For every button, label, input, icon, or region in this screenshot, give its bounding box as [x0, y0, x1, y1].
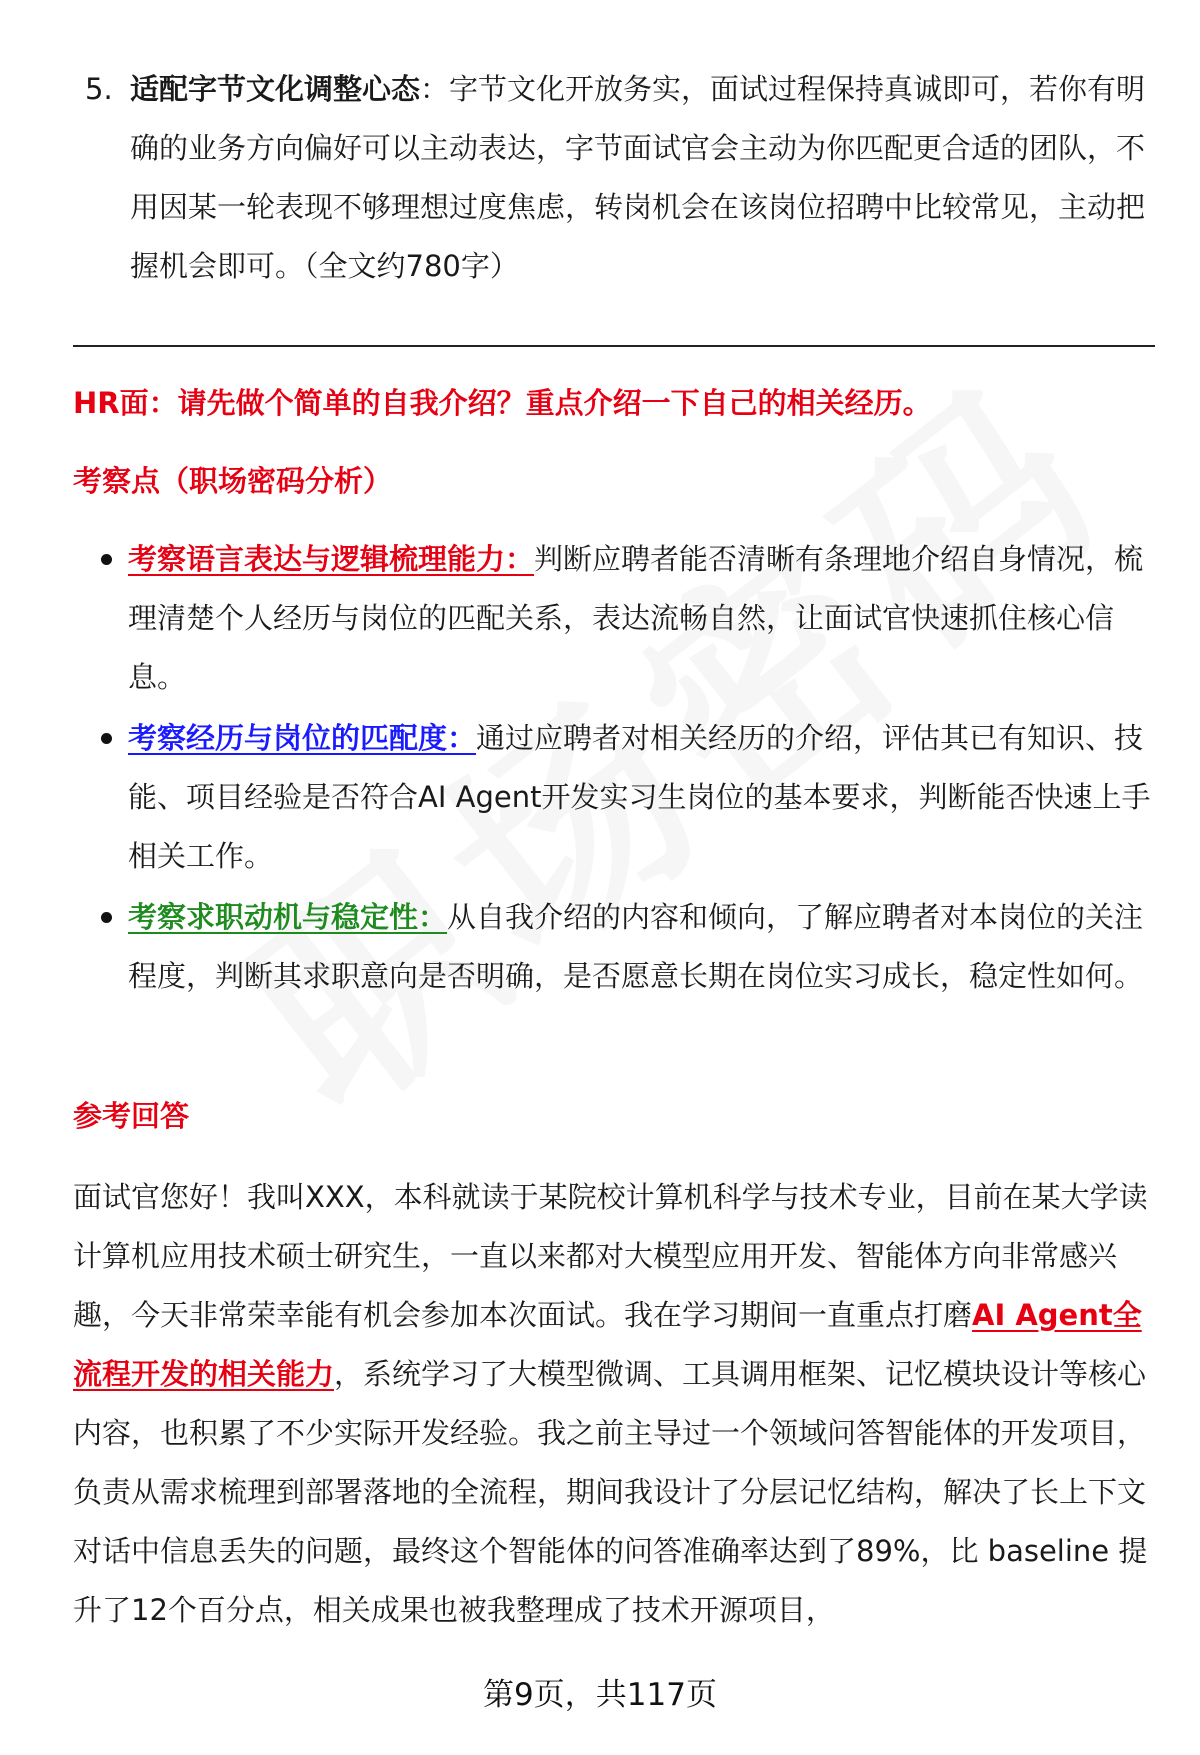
answer-text: 面试官您好！我叫XXX，本科就读于某院校计算机科学与技术专业，目前在某大学读计算机应用技术硕士研究生，一直以来都对大模型应用开发、智能体方向非常感兴趣，今天非常荣幸能有机会参加本次面试。我在学习期间一直重点打磨: [73, 1180, 1148, 1332]
list-item-5: [85, 60, 1155, 296]
analysis-item: [73, 709, 1155, 886]
list-item-title: 适配字节文化调整心态: [130, 72, 421, 106]
analysis-text: 从自我介绍的内容和倾向，了解应聘者对本岗位的关注程度，判断其求职意向是否明确，是否愿意长期在岗位实习成长，稳定性如何。: [128, 900, 1144, 993]
analysis-list: [73, 530, 1155, 1008]
analysis-label: 考察求职动机与稳定性：: [128, 900, 448, 934]
bullet-dot: [101, 554, 112, 565]
hr-question: HR面：请先做个简单的自我介绍？重点介绍一下自己的相关经历。: [73, 386, 932, 420]
list-item-body: [130, 60, 1155, 296]
reference-heading: 参考回答: [73, 1099, 190, 1133]
analysis-label: 考察经历与岗位的匹配度：: [128, 721, 477, 755]
list-number: 5.: [85, 72, 113, 106]
list-item-text: ：字节文化开放务实，面试过程保持真诚即可，若你有明确的业务方向偏好可以主动表达，字节面试官会主动为你匹配更合适的团队，不用因某一轮表现不够理想过度焦虑，转岗机会在该岗位招聘中比较常见，主动把握机会即可。（全文约780字）: [130, 72, 1146, 283]
analysis-item: [73, 530, 1155, 707]
analysis-heading: 考察点（职场密码分析）: [73, 464, 393, 498]
analysis-label: 考察语言表达与逻辑梳理能力：: [128, 542, 535, 576]
answer-highlight: AI Agent全流程开发的相关能力: [73, 1298, 1142, 1391]
page-footer: 第9页，共117页: [483, 1677, 717, 1713]
section-divider: [73, 345, 1155, 347]
analysis-item: [73, 888, 1155, 1006]
bullet-dot: [101, 912, 112, 923]
reference-answer: [73, 1168, 1158, 1640]
answer-text: ，系统学习了大模型微调、工具调用框架、记忆模块设计等核心内容，也积累了不少实际开发经验。我之前主导过一个领域问答智能体的开发项目，负责从需求梳理到部署落地的全流程，期间我设计了分层记忆结构，解决了长上下文对话中信息丢失的问题，最终这个智能体的问答准确率达到了89%，比 baseline 提升了12个百分点，相关成果也被我整理成了技术开源项目，: [73, 1357, 1148, 1627]
analysis-text: 判断应聘者能否清晰有条理地介绍自身情况，梳理清楚个人经历与岗位的匹配关系，表达流畅自然，让面试官快速抓住核心信息。: [128, 542, 1144, 694]
analysis-text: 通过应聘者对相关经历的介绍，评估其已有知识、技能、项目经验是否符合AI Agent开发实习生岗位的基本要求，判断能否快速上手相关工作。: [128, 721, 1151, 873]
bullet-dot: [101, 733, 112, 744]
